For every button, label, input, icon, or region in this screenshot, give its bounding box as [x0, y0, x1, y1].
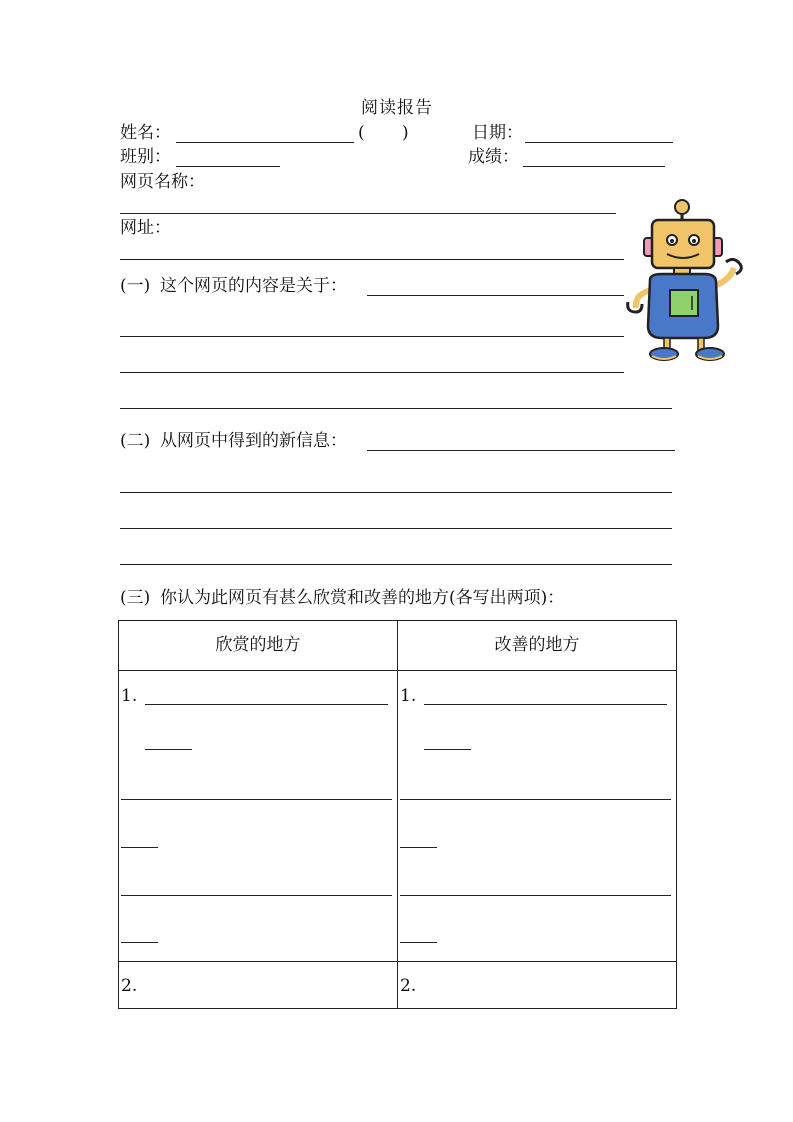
section-3-marker: (三) — [120, 588, 151, 608]
table-header-improve: 改善的地方 — [398, 621, 677, 671]
class-input-line[interactable] — [176, 166, 280, 167]
improve-item-1-cell[interactable] — [398, 671, 677, 962]
class-number-paren-close: ) — [402, 123, 409, 143]
answer-line[interactable] — [121, 847, 158, 848]
section-2-marker: (二) — [120, 431, 151, 451]
section-2-answer-line[interactable] — [120, 528, 672, 529]
appreciate-item-2-cell[interactable] — [119, 962, 398, 1009]
table-header-appreciate: 欣赏的地方 — [119, 621, 398, 671]
robot-illustration — [622, 198, 754, 364]
section-2-answer-line[interactable] — [367, 450, 675, 451]
item-number: 2. — [121, 976, 138, 996]
url-label: 网址： — [120, 218, 171, 238]
answer-line[interactable] — [145, 749, 192, 750]
answer-line[interactable] — [424, 749, 471, 750]
section-2-prompt: 从网页中得到的新信息： — [160, 431, 347, 451]
appreciate-item-1-cell[interactable] — [119, 671, 398, 962]
date-label: 日期： — [472, 123, 523, 143]
webpage-name-label: 网页名称： — [120, 172, 205, 192]
section-1-answer-line[interactable] — [120, 408, 672, 409]
section-3-prompt: 你认为此网页有甚么欣赏和改善的地方(各写出两项)： — [160, 588, 565, 608]
section-1-prompt: 这个网页的内容是关于： — [160, 276, 347, 296]
score-input-line[interactable] — [523, 166, 665, 167]
class-number-paren-open: ( — [358, 123, 365, 143]
answer-line[interactable] — [121, 942, 158, 943]
section-1-answer-line[interactable] — [367, 295, 624, 296]
answer-line[interactable] — [400, 895, 671, 896]
section-1-marker: (一) — [120, 276, 151, 296]
answer-line[interactable] — [400, 799, 671, 800]
item-number: 1. — [400, 686, 417, 706]
answer-line[interactable] — [121, 895, 392, 896]
name-input-line[interactable] — [176, 142, 354, 143]
answer-line[interactable] — [400, 847, 437, 848]
improve-item-2-cell[interactable] — [398, 962, 677, 1009]
answer-line[interactable] — [145, 704, 388, 705]
answer-line[interactable] — [400, 942, 437, 943]
item-number: 1. — [121, 686, 138, 706]
feedback-table — [118, 620, 677, 1009]
name-label: 姓名： — [120, 123, 171, 143]
url-input-line[interactable] — [120, 259, 624, 260]
answer-line[interactable] — [121, 799, 392, 800]
page-title: 阅读报告 — [361, 98, 433, 118]
answer-line[interactable] — [424, 704, 667, 705]
class-label: 班别： — [120, 147, 171, 167]
section-2-answer-line[interactable] — [120, 492, 672, 493]
score-label: 成绩： — [468, 147, 519, 167]
section-1-answer-line[interactable] — [120, 336, 624, 337]
section-1-answer-line[interactable] — [120, 372, 624, 373]
item-number: 2. — [400, 976, 417, 996]
section-2-answer-line[interactable] — [120, 564, 672, 565]
webpage-name-input-line[interactable] — [120, 213, 616, 214]
date-input-line[interactable] — [525, 142, 673, 143]
